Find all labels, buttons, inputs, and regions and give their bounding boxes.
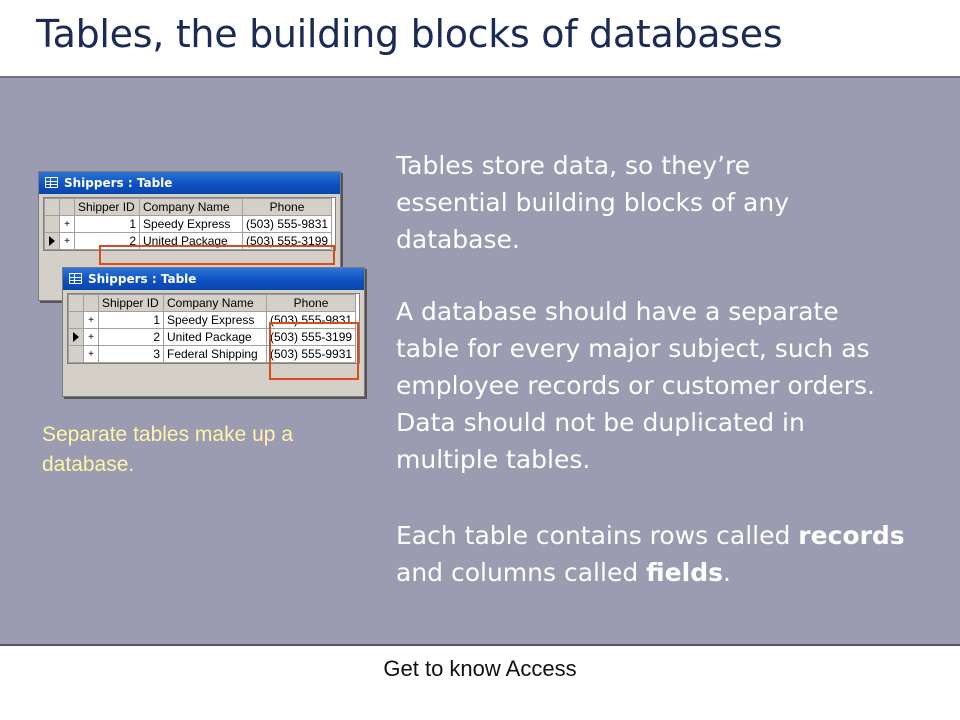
slide-footer: Get to know Access	[383, 656, 577, 681]
table-row[interactable]	[69, 329, 356, 346]
window-title-bar[interactable]	[63, 268, 364, 290]
current-record-arrow-icon	[73, 332, 79, 342]
row-selector[interactable]	[69, 312, 84, 329]
table-row[interactable]	[69, 346, 356, 363]
expand-header	[84, 295, 99, 312]
cell-phone[interactable]: (503) 555-9931	[267, 346, 356, 363]
paragraph-3-prefix: Each table contains rows called	[396, 521, 799, 550]
cell-shipper-id[interactable]: 2	[99, 329, 164, 346]
cell-phone[interactable]: (503) 555-3199	[267, 329, 356, 346]
table-icon	[69, 273, 82, 284]
cell-shipper-id[interactable]: 1	[99, 312, 164, 329]
cell-company-name[interactable]: Speedy Express	[140, 216, 243, 233]
cell-shipper-id[interactable]: 1	[75, 216, 140, 233]
cell-phone[interactable]: (503) 555-9831	[243, 216, 332, 233]
header-row	[45, 199, 332, 216]
table-icon	[45, 177, 58, 188]
body-paragraph-3	[396, 517, 936, 591]
row-selector[interactable]	[69, 346, 84, 363]
column-header-company-name[interactable]: Company Name	[140, 199, 243, 216]
expand-icon[interactable]: +	[84, 312, 99, 329]
datasheet-grid[interactable]	[67, 293, 360, 364]
body-paragraph-2: A database should have a separate table for every major subject, such as employee records or customer orders. Data should not be duplicated in multiple tables.	[396, 297, 876, 474]
cell-shipper-id[interactable]: 3	[99, 346, 164, 363]
slide-title: Tables, the building blocks of databases	[36, 12, 783, 56]
table-row[interactable]	[69, 312, 356, 329]
column-header-shipper-id[interactable]: Shipper ID	[99, 295, 164, 312]
cell-company-name[interactable]: United Package	[140, 233, 243, 250]
row-selector-current[interactable]	[69, 329, 84, 346]
cell-phone[interactable]: (503) 555-3199	[243, 233, 332, 250]
expand-header	[60, 199, 75, 216]
column-header-company-name[interactable]: Company Name	[164, 295, 267, 312]
column-header-phone[interactable]: Phone	[243, 199, 332, 216]
expand-icon[interactable]: +	[60, 216, 75, 233]
term-fields: fields	[646, 558, 723, 587]
paragraph-3-middle: and columns called	[396, 558, 647, 587]
expand-icon[interactable]: +	[84, 346, 99, 363]
shippers-table-window-front[interactable]	[62, 267, 365, 397]
cell-company-name[interactable]: Federal Shipping	[164, 346, 267, 363]
row-selector-header[interactable]	[69, 295, 84, 312]
datasheet-grid[interactable]	[43, 197, 336, 251]
figure-caption: Separate tables make up a database.	[42, 423, 293, 476]
title-area	[0, 0, 960, 76]
column-header-phone[interactable]: Phone	[267, 295, 356, 312]
window-title: Shippers : Table	[88, 272, 197, 286]
row-selector-current[interactable]	[45, 233, 60, 250]
paragraph-3-suffix: .	[722, 558, 731, 587]
expand-icon[interactable]: +	[84, 329, 99, 346]
table-row[interactable]	[45, 233, 332, 250]
current-record-arrow-icon	[49, 236, 55, 246]
header-row	[69, 295, 356, 312]
cell-company-name[interactable]: United Package	[164, 329, 267, 346]
cell-shipper-id[interactable]: 2	[75, 233, 140, 250]
column-header-shipper-id[interactable]: Shipper ID	[75, 199, 140, 216]
expand-icon[interactable]: +	[60, 233, 75, 250]
row-selector[interactable]	[45, 216, 60, 233]
cell-phone[interactable]: (503) 555-9831	[267, 312, 356, 329]
window-title-bar[interactable]	[39, 172, 340, 194]
window-title: Shippers : Table	[64, 176, 173, 190]
table-row[interactable]	[45, 216, 332, 233]
term-records: records	[798, 521, 905, 550]
row-selector-header[interactable]	[45, 199, 60, 216]
cell-company-name[interactable]: Speedy Express	[164, 312, 267, 329]
body-paragraph-1: Tables store data, so they’re essential building blocks of any database.	[396, 151, 790, 254]
